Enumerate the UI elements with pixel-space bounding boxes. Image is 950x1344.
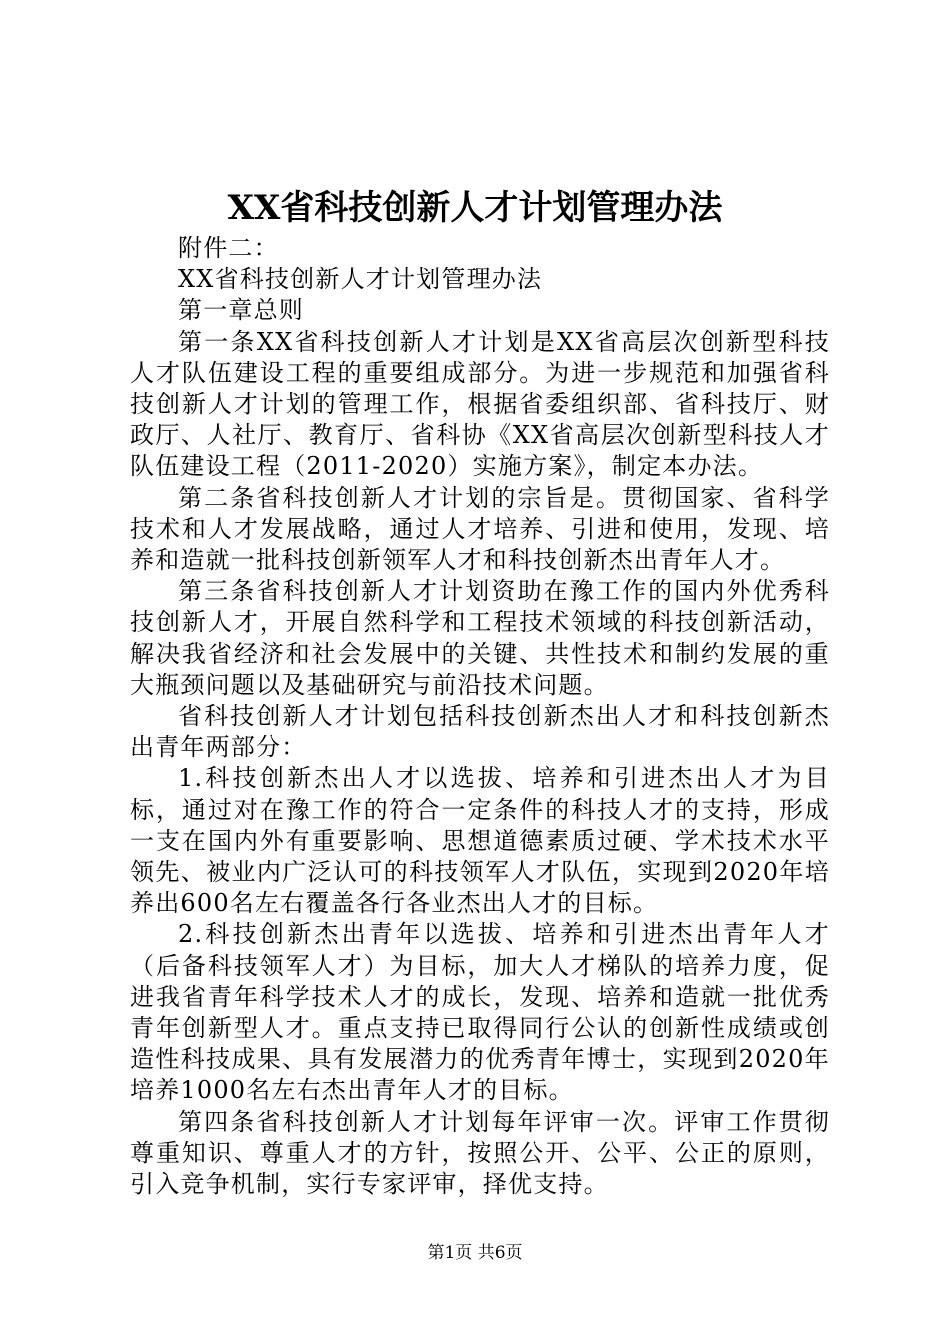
page-number-footer: 第1页 共6页: [427, 1243, 523, 1263]
article-4: 第四条省科技创新人才计划每年评审一次。评审工作贯彻尊重知识、尊重人才的方针，按照公开、公平、公正的原则，引入竞争机制，实行专家评审，择优支持。: [130, 1107, 830, 1199]
component-1: 1.科技创新杰出人才以选拔、培养和引进杰出人才为目标，通过对在豫工作的符合一定条件的科技人才的支持，形成一支在国内外有重要影响、思想道德素质过硬、学术技术水平领先、被业内广泛认可的科技领军人才队伍，实现到2020年培养出600名左右覆盖各行各业杰出人才的目标。: [130, 764, 830, 918]
program-components: 省科技创新人才计划包括科技创新杰出人才和科技创新杰出青年两部分：: [130, 702, 830, 762]
article-1: 第一条XX省科技创新人才计划是XX省高层次创新型科技人才队伍建设工程的重要组成部分。为进一步规范和加强省科技创新人才计划的管理工作，根据省委组织部、省科技厅、财政厅、人社厅、教育厅、省科协《XX省高层次创新型科技人才队伍建设工程（2011-2020）实施方案》，制定本办法。: [130, 327, 830, 481]
article-3: 第三条省科技创新人才计划资助在豫工作的国内外优秀科技创新人才，开展自然科学和工程技术领域的科技创新活动，解决我省经济和社会发展中的关键、共性技术和制约发展的重大瓶颈问题以及基础研究与前沿技术问题。: [130, 577, 830, 699]
component-2: 2.科技创新杰出青年以选拔、培养和引进杰出青年人才（后备科技领军人才）为目标，加大人才梯队的培养力度，促进我省青年科学技术人才的成长，发现、培养和造就一批优秀青年创新型人才。重点支持已取得同行公认的创新性成绩或创造性科技成果、具有发展潜力的优秀青年博士，实现到2020年培养1000名左右杰出青年人才的目标。: [130, 920, 830, 1105]
attachment-label: 附件二：: [178, 234, 279, 262]
chapter-heading: 第一章总则: [178, 296, 304, 325]
document-title: XX省科技创新人才计划管理办法: [227, 188, 723, 228]
article-2: 第二条省科技创新人才计划的宗旨是。贯彻国家、省科学技术和人才发展战略，通过人才培养、引进和使用，发现、培养和造就一批科技创新领军人才和科技创新杰出青年人才。: [130, 483, 830, 575]
document-subtitle: XX省科技创新人才计划管理办法: [178, 265, 543, 294]
document-body: [130, 233, 830, 1200]
